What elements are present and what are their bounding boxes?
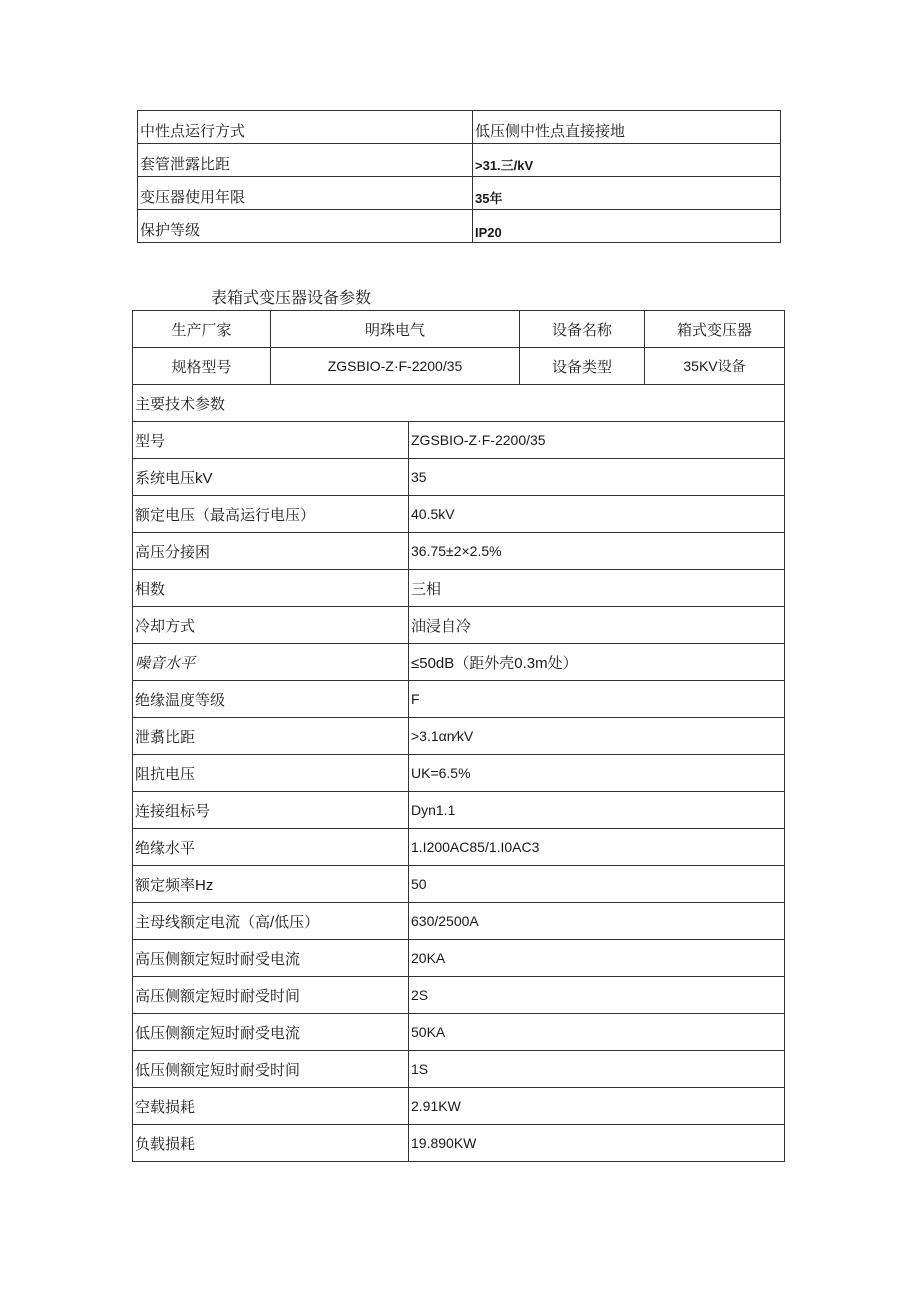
param-label: 型号 [133,422,409,459]
table-row [133,792,785,829]
param-label: 绝缘温度等级 [133,681,409,718]
param-label: 泄翥比距 [133,718,409,755]
table-row [133,755,785,792]
table-row [133,1088,785,1125]
table-row [133,422,785,459]
param-value: 40.5kV [409,496,785,533]
table-row [133,348,785,385]
param-value: 630/2500A [409,903,785,940]
table-row [133,1014,785,1051]
param-value: >3.1αn⁄kV [409,718,785,755]
param-label: 负载损耗 [133,1125,409,1162]
table-row [138,210,781,243]
param-label: 变压器使用年限 [138,177,473,210]
param-value: >31.三/kV [473,144,781,177]
param-label: 冷却方式 [133,607,409,644]
param-value: IP20 [473,210,781,243]
neutral-params-table [137,110,781,243]
table-row [133,459,785,496]
param-label: 额定电压（最高运行电压） [133,496,409,533]
param-value: F [409,681,785,718]
table-row [133,903,785,940]
table-row [133,385,785,422]
table-row [133,866,785,903]
device-name-label: 设备名称 [520,311,645,348]
param-value: 50KA [409,1014,785,1051]
table-row [133,644,785,681]
device-name-value: 箱式变压器 [645,311,785,348]
table-row [138,144,781,177]
param-value: 2.91KW [409,1088,785,1125]
param-value: 20KA [409,940,785,977]
param-label: 主母线额定电流（高/低压） [133,903,409,940]
table-row [133,718,785,755]
device-type-label: 设备类型 [520,348,645,385]
param-label: 额定频率Hz [133,866,409,903]
manufacturer-label: 生产厂家 [133,311,271,348]
param-label: 保护等级 [138,210,473,243]
param-label: 高压侧额定短时耐受时间 [133,977,409,1014]
table-row [138,177,781,210]
model-label: 规格型号 [133,348,271,385]
table-row [133,1051,785,1088]
table-row [133,496,785,533]
table-row [133,977,785,1014]
param-label: 阻抗电压 [133,755,409,792]
table-row [133,533,785,570]
table-row [133,829,785,866]
table-row [133,681,785,718]
table-row [133,570,785,607]
param-label: 空载损耗 [133,1088,409,1125]
section-title: 主要技术参数 [133,385,785,422]
param-label: 相数 [133,570,409,607]
param-value: 低压侧中性点直接接地 [473,111,781,144]
manufacturer-value: 明珠电气 [271,311,520,348]
param-value: UK=6.5% [409,755,785,792]
param-value: 35 [409,459,785,496]
param-value: 36.75±2×2.5% [409,533,785,570]
transformer-params-table [132,310,785,1162]
param-value: 三相 [409,570,785,607]
param-value: ZGSBIO-Z·F-2200/35 [409,422,785,459]
param-label: 套管泄露比距 [138,144,473,177]
param-value: Dyn1.1 [409,792,785,829]
table-row [133,311,785,348]
param-value: 油浸自冷 [409,607,785,644]
param-label: 高压分接困 [133,533,409,570]
param-value: ≤50dB（距外壳0.3m处） [409,644,785,681]
table-row [133,940,785,977]
table-row [138,111,781,144]
model-value: ZGSBIO-Z·F-2200/35 [271,348,520,385]
param-label: 连接组标号 [133,792,409,829]
table-row [133,607,785,644]
param-value: 2S [409,977,785,1014]
param-label: 系统电压kV [133,459,409,496]
param-label: 低压侧额定短时耐受电流 [133,1014,409,1051]
table-caption: 表箱式变压器设备参数 [211,290,372,307]
param-label: 低压侧额定短时耐受时间 [133,1051,409,1088]
param-value: 35年 [473,177,781,210]
param-value: 50 [409,866,785,903]
param-label: 绝缘水平 [133,829,409,866]
param-label: 噪音水平 [133,644,409,681]
param-value: 1S [409,1051,785,1088]
param-label: 高压侧额定短时耐受电流 [133,940,409,977]
param-value: 1.I200AC85/1.I0AC3 [409,829,785,866]
param-label: 中性点运行方式 [138,111,473,144]
device-type-value: 35KV设备 [645,348,785,385]
table-row [133,1125,785,1162]
param-value: 19.890KW [409,1125,785,1162]
